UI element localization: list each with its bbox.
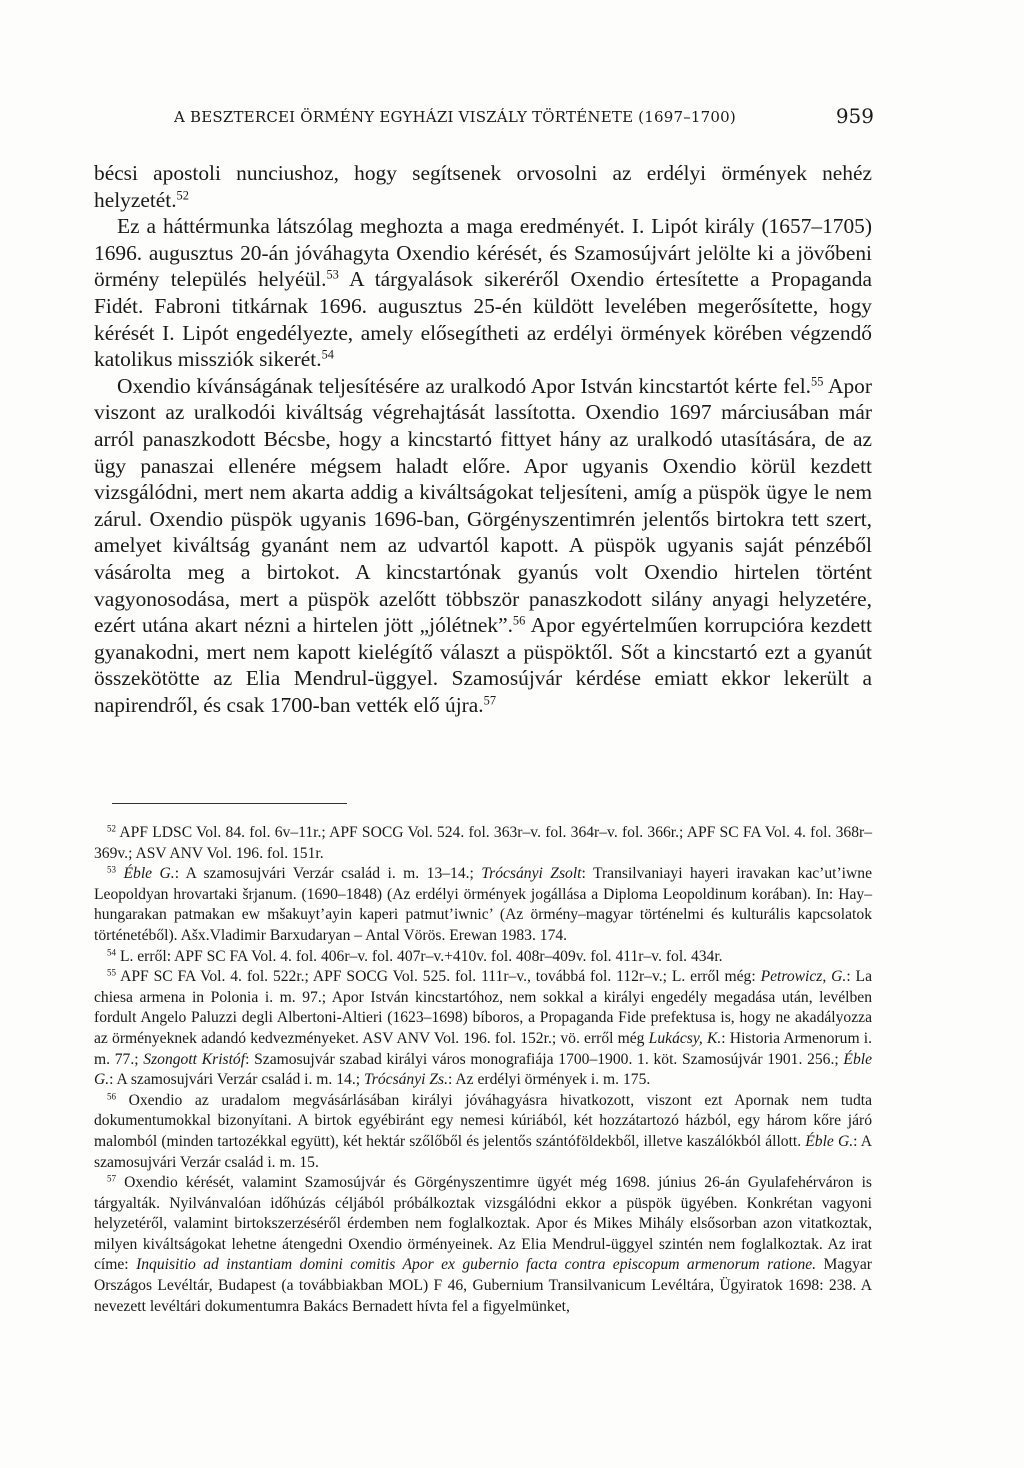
author-name: Éble G.	[805, 1132, 854, 1150]
author-name: Trócsányi Zs.	[363, 1071, 449, 1089]
text-run: Ez a háttérmunka látszólag meghozta a maga eredményét. I. Lipót király (1657–1705) 1696. augusztus 20-án jóváhagyta Oxendio kérését, és Szamosújvárt jelölte ki a jövőbeni örmény település helyéül.	[94, 214, 872, 292]
text-run: : Szamosujvár szabad királyi város monografiája 1700–1900. 1. köt. Szamosújvár 1901. 256.;	[245, 1050, 844, 1068]
footnote-ref[interactable]: 53	[326, 267, 339, 282]
paragraph	[94, 373, 872, 719]
text-run: Apor viszont az uralkodói kiváltság végrehajtását lassította. Oxendio 1697 márciusában már arról panaszkodott Bécsbe, hogy a kincstartó fittyet hány az uralkodó utasítására, de az ügy panaszai ellenére mégsem haladt előre. Apor ugyanis Oxendio körül kezdett vizsgálódni, mert nem akarta addig a kiváltságokat teljesíteni, amíg a püspök ügye le nem zárul. Oxendio püspök ugyanis 1696-ban, Görgényszentimrén jelentős birtokra tett szert, amelyet kiváltság gyanánt nem az udvartól kapott. A püspök ugyanis saját pénzéből vásárolta meg a birtokot. A kincstartónak gyanús volt Oxendio hirtelen történt vagyonosodása, mert a püspök azelőtt többször panaszkodott silány anyagi helyzetére, ezért utána akart nézni a hirtelen jött „jólétnek”.	[94, 373, 872, 638]
text-run: A tárgyalások sikeréről Oxendio értesítette a Propaganda Fidét. Fabroni titkárnak 1696. augusztus 25-én küldött levelében megerősítette, hogy kérését I. Lipót engedélyezte, amely elősegítheti az erdélyi örmények körében végzendő katolikus missziók sikerét.	[94, 267, 872, 372]
text-run: Magyar Országos Levéltár, Budapest (a továbbiakban MOL) F 46, Gubernium Transilvanicum Levéltára, Ügyiratok 1698: 238. A nevezett levéltári dokumentumra Bakács Bernadett hívta fel a figyelmünket,	[94, 1256, 872, 1315]
footnote	[94, 947, 872, 968]
footnote	[94, 823, 872, 864]
text-run: : Historia Armenorum i. m. 77.;	[94, 1029, 872, 1068]
text-run: APF LDSC Vol. 84. fol. 6v–11r.; APF SOCG Vol. 524. fol. 363r–v. fol. 364r–v. fol. 366r.; APF SC FA Vol. 4. fol. 368r–369v.; ASV ANV Vol. 196. fol. 151r.	[94, 824, 872, 862]
footnote-ref[interactable]: 54	[321, 347, 334, 362]
text-run: Oxendio az uradalom megvásárlásában királyi jóváhagyásra hivatkozott, viszont ezt Apornak nem tudta dokumentumokkal bizonyítani. A birtok egyébiránt egy nemesi kúriából, két hozzátartozó házból, egy három kőre járó malomból (minden tartozékkal együtt), két hektár szőlőből és jelentős szántóföldekből, illetve kaszálókból állott.	[94, 1091, 872, 1150]
text-run: L. erről: APF SC FA Vol. 4. fol. 406r–v. fol. 407r–v.+410v. fol. 408r–409v. fol. 411r–v. fol. 434r.	[119, 947, 723, 965]
text-run: APF SC FA Vol. 4. fol. 522r.; APF SOCG Vol. 525. fol. 111r–v., továbbá fol. 112r–v.; L. erről még:	[120, 968, 761, 986]
text-run: Oxendio kérését, valamint Szamosújvár és Görgényszentimre ügyét még 1698. június 26-án Gyulafehérváron is tárgyalták. Nyilvánvalóan időhúzás céljából próbálkoztak vizsgálódni ekkor a püspök ügyében. Konkrétan vagyoni helyzetéről, valamint birtokszerzéséről érdemben nem foglalkoztak. Apor és Mikes Mihály elsősorban azon vitatkoztak, milyen kiváltságokat lehetne átengedni Oxendio örményeinek. Az Elia Mendrul-üggyel szintén nem foglalkoztak. Az irat címe:	[94, 1174, 872, 1274]
footnote-number: 56	[107, 1091, 117, 1102]
text-run: : Transilvaniayi hayeri iravakan kac’ut’iwne Leopoldyan hrovartaki šrjanum. (1690–1848) (Az erdélyi örmények jogállása a Diploma Leopoldinum korában). In: Hay–hungarakan patmakan ew mšakuyt’ayin kaperi patmut’iwnic’ (Az örmény–magyar történelmi és kulturális kapcsolatok történetéből). Ašx.Vladimir Barxudaryan – Antal Vörös. Erewan 1983. 174.	[94, 865, 872, 944]
author-name: Éble G.	[94, 1050, 872, 1089]
footnote-number: 53	[107, 864, 117, 875]
footnote-ref[interactable]: 55	[811, 374, 824, 389]
footnote-number: 57	[107, 1173, 117, 1184]
paragraph	[94, 213, 872, 373]
text-run: : A szamosujvári Verzár család i. m. 14.;	[109, 1071, 364, 1089]
footnote-ref[interactable]: 56	[512, 613, 526, 628]
running-title: A BESZTERCEI ÖRMÉNY EGYHÁZI VISZÁLY TÖRTÉNETE (1697–1700)	[174, 108, 736, 126]
footnote-ref[interactable]: 57	[483, 693, 497, 708]
paragraph	[94, 160, 872, 213]
footnote-ref[interactable]: 52	[176, 187, 189, 202]
page-header	[150, 104, 874, 134]
footnote-number: 54	[107, 946, 117, 957]
footnote	[94, 1091, 872, 1173]
author-name: Éble G.	[123, 865, 175, 883]
footnote-number: 55	[107, 967, 117, 978]
author-name: Szongott Kristóf	[143, 1050, 246, 1068]
text-run: : Az erdélyi örmények i. m. 175.	[448, 1071, 651, 1089]
author-name: Lukácsy, K.	[648, 1029, 722, 1047]
page-number: 959	[835, 104, 874, 128]
text-run: Apor egyértelműen korrupcióra kezdett gyanakodni, mert nem kapott kielégítő választ a püspöktől. Sőt a kincstartó ezt a gyanút összekötötte az Elia Mendrul-üggyel. Szamosújvár kérdése emiatt ekkor lekerült a napirendről, és csak 1700-ban vették elő újra.	[94, 613, 872, 717]
text-run: bécsi apostoli nunciushoz, hogy segítsenek orvosolni az erdélyi örmények nehéz helyzetét.	[94, 161, 872, 212]
footnote	[94, 967, 872, 1091]
footnote-number: 52	[107, 823, 117, 834]
document-title: Inquisitio ad instantiam domini comitis Apor ex gubernio facta contra episcopum armenorum ratione.	[136, 1256, 817, 1274]
author-name: Trócsányi Zsolt	[481, 865, 582, 883]
footnote	[94, 864, 872, 946]
main-text	[94, 160, 872, 718]
text-run: : La chiesa armena in Polonia i. m. 97.; Apor István kincstartóhoz, nem sokkal a királyi engedély megadása után, levélben fordult Angelo Paluzzi degli Albertoni-Altieri (1623–1698) bíboros, a Propaganda Fide prefektusa is, hogy ne akadályozza az örményeknek adandó kedvezményeket. ASV ANV Vol. 196. fol. 152r.; vö. erről még	[94, 968, 872, 1047]
author-name: Petrowicz, G.	[760, 968, 847, 986]
text-run: Oxendio kívánságának teljesítésére az uralkodó Apor István kincstartót kérte fel.	[117, 373, 812, 398]
footnote	[94, 1173, 872, 1317]
footnotes	[94, 823, 872, 1317]
footnote-divider	[112, 803, 347, 804]
text-run: : A szamosujvári Verzár család i. m. 15.	[94, 1132, 872, 1171]
text-run: : A szamosujvári Verzár család i. m. 13–14.;	[174, 865, 482, 883]
